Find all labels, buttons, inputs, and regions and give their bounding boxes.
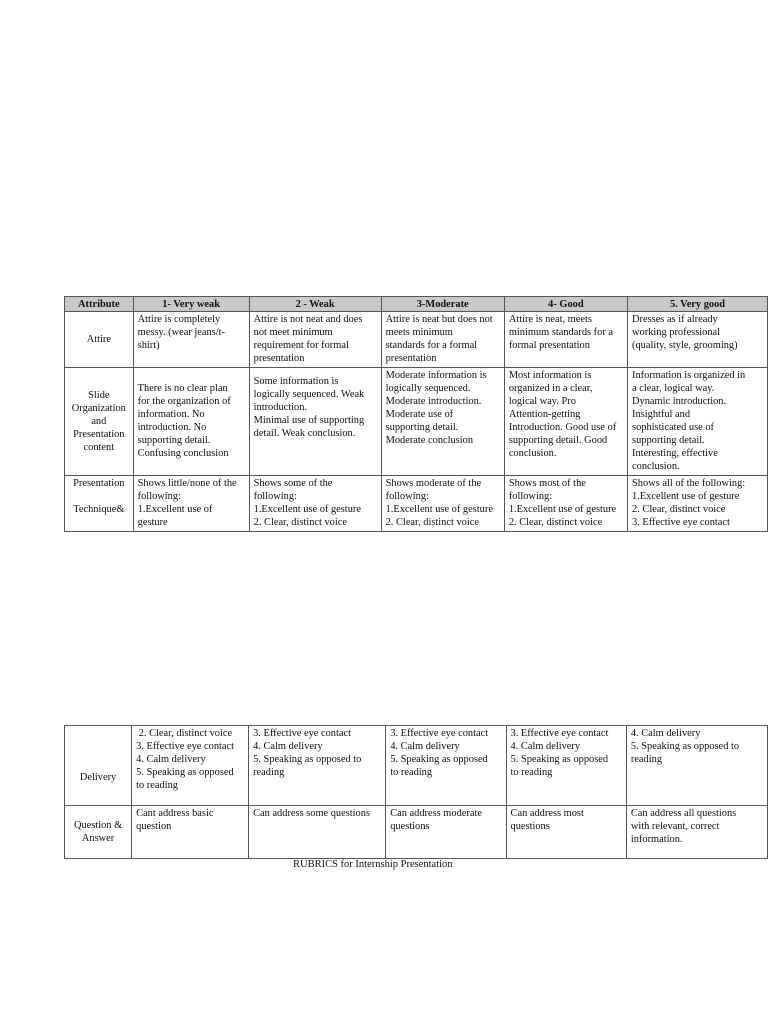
rubric-cell	[133, 476, 249, 532]
header-weak: 2 - Weak	[249, 297, 381, 312]
cell-line: 3. Effective eye contact	[390, 728, 489, 739]
header-very-good: 5. Very good	[628, 297, 768, 312]
cell-line: Moderate use of	[385, 409, 454, 420]
header-row	[65, 297, 768, 312]
rubric-cell	[626, 726, 767, 806]
cell-line: Introduction. Good use of	[508, 422, 617, 433]
rubric-cell	[249, 312, 381, 368]
cell-line: Attire is neat, meets	[508, 314, 592, 325]
cell-line: Dynamic introduction.	[632, 396, 727, 407]
cell-line: Shows most of the	[508, 478, 586, 489]
cell-line: introduction.	[253, 402, 308, 413]
cell-line: 1.Excellent use of	[137, 504, 213, 515]
attribute-text: Delivery	[79, 772, 117, 783]
attribute-text: Slide	[88, 389, 110, 401]
cell-line: 4. Calm delivery	[136, 754, 206, 765]
cell-line: Shows some of the	[253, 478, 333, 489]
cell-line: 1.Excellent use of gesture	[253, 504, 361, 515]
rubric-cell	[381, 476, 504, 532]
cell-line: with relevant, correct	[630, 821, 720, 832]
row-attire	[65, 312, 768, 368]
cell-line: supporting detail.	[385, 422, 459, 433]
attribute-cell	[65, 312, 134, 368]
cell-line: presentation	[253, 353, 305, 364]
cell-line: logically sequenced. Weak	[253, 389, 365, 400]
attribute-text	[69, 490, 129, 503]
cell-line: Attire is not neat and does	[253, 314, 363, 325]
cell-line: not meet minimum	[253, 327, 333, 338]
cell-line: Information is organized in	[632, 370, 746, 381]
cell-line: Attire is completely	[137, 314, 221, 325]
cell-line: introduction. No	[137, 422, 207, 433]
attribute-text: Question &	[73, 819, 123, 831]
rubric-cell	[386, 806, 506, 859]
header-attribute: Attribute	[65, 297, 134, 312]
rubric-table-top	[64, 296, 768, 532]
cell-line: Most information is	[508, 370, 592, 381]
attribute-cell	[65, 368, 134, 476]
rubric-cell	[133, 368, 249, 476]
rubric-cell	[132, 806, 249, 859]
cell-line: organized in a clear,	[508, 383, 593, 394]
rubric-table-bottom	[64, 725, 768, 859]
cell-line: 2. Clear, distinct voice	[136, 728, 233, 739]
cell-line: There is no clear plan	[137, 383, 228, 394]
cell-line: Can address most	[510, 808, 584, 819]
attribute-cell	[65, 476, 134, 532]
cell-line: 2. Clear, distinct voice	[508, 517, 603, 528]
rubric-cell	[628, 476, 768, 532]
cell-line: 3. Effective eye contact	[253, 728, 351, 739]
cell-line: reading	[630, 754, 663, 765]
cell-line: following:	[137, 491, 181, 502]
rubric-cell	[132, 726, 249, 806]
cell-line: gesture	[137, 517, 168, 528]
cell-line: Minimal use of supporting	[253, 415, 365, 426]
cell-line: sophisticated use of	[632, 422, 714, 433]
cell-line: following:	[508, 491, 553, 502]
cell-line: logical way. Pro	[508, 396, 576, 407]
attribute-text: Answer	[81, 832, 115, 844]
attribute-text: Attire	[86, 333, 111, 345]
cell-line: 5. Speaking as opposed to	[630, 741, 740, 752]
cell-line: meets minimum	[385, 327, 453, 338]
row-slide-organization	[65, 368, 768, 476]
cell-line: 3. Effective eye contact	[632, 517, 730, 528]
cell-line: a clear, logical way.	[632, 383, 715, 394]
cell-line: Insightful and	[632, 409, 691, 420]
rubric-cell	[133, 312, 249, 368]
cell-line: standards for a formal	[385, 340, 478, 351]
rubric-caption: RUBRICS for Internship Presentation	[293, 859, 453, 870]
cell-line: to reading	[510, 767, 553, 778]
cell-line: for the organization of	[137, 396, 231, 407]
cell-line: messy. (wear jeans/t-	[137, 327, 225, 338]
cell-line: Moderate introduction.	[385, 396, 482, 407]
rubric-cell	[506, 806, 626, 859]
rubric-cell	[249, 368, 381, 476]
cell-line: 4. Calm delivery	[390, 741, 460, 752]
attribute-text: Presentation	[73, 428, 125, 440]
cell-line: following:	[385, 491, 429, 502]
cell-line: 1.Excellent use of gesture	[508, 504, 617, 515]
cell-line: 2. Clear, distinct voice	[632, 504, 726, 515]
cell-line: 2. Clear, distinct voice	[385, 517, 479, 528]
cell-line: 5. Speaking as opposed to	[253, 754, 362, 765]
rubric-cell	[626, 806, 767, 859]
cell-line: information.	[630, 834, 683, 845]
attribute-text: Presentation	[73, 478, 125, 489]
attribute-cell	[65, 726, 132, 806]
attribute-text: Technique&	[73, 504, 125, 515]
cell-line: Can address all questions	[630, 808, 737, 819]
rubric-cell	[628, 368, 768, 476]
rubric-cell	[249, 806, 386, 859]
cell-line: 3. Effective eye contact	[510, 728, 609, 739]
cell-line: to reading	[136, 780, 178, 791]
cell-line: formal presentation	[508, 340, 590, 351]
header-moderate: 3-Moderate	[381, 297, 504, 312]
cell-line: conclusion.	[632, 461, 680, 472]
attribute-text: content	[83, 441, 115, 453]
rubric-cell	[249, 726, 386, 806]
attribute-cell	[65, 806, 132, 859]
cell-line: following:	[253, 491, 297, 502]
row-presentation-technique	[65, 476, 768, 532]
cell-line: Interesting, effective	[632, 448, 718, 459]
cell-line: 4. Calm delivery	[510, 741, 581, 752]
attribute-text: and	[91, 415, 107, 427]
cell-line: to reading	[390, 767, 433, 778]
cell-line: question	[136, 821, 172, 832]
cell-line: Confusing conclusion	[137, 448, 229, 459]
cell-line: questions	[390, 821, 430, 832]
rubric-cell	[386, 726, 506, 806]
cell-line: presentation	[385, 353, 437, 364]
cell-line: supporting detail. Good	[508, 435, 608, 446]
cell-line: Dresses as if already	[632, 314, 718, 325]
cell-line: 5. Speaking as opposed	[390, 754, 488, 765]
row-delivery	[65, 726, 768, 806]
cell-line: 5. Speaking as opposed	[510, 754, 609, 765]
cell-line: Can address moderate	[390, 808, 482, 819]
cell-line: Some information is	[253, 376, 339, 387]
cell-line: supporting detail.	[632, 435, 705, 446]
cell-line: shirt)	[137, 340, 160, 351]
cell-line: reading	[253, 767, 285, 778]
cell-line: 3. Effective eye contact	[136, 741, 235, 752]
cell-line: (quality, style, grooming)	[632, 340, 738, 351]
cell-line: Shows little/none of the	[137, 478, 237, 489]
cell-line: 1.Excellent use of gesture	[632, 491, 740, 502]
rubric-cell	[381, 312, 504, 368]
row-question-answer	[65, 806, 768, 859]
rubric-cell	[504, 476, 627, 532]
cell-line: 1.Excellent use of gesture	[385, 504, 493, 515]
cell-line: Can address some questions	[253, 808, 370, 819]
rubric-cell	[506, 726, 626, 806]
rubric-cell	[628, 312, 768, 368]
cell-line: conclusion.	[508, 448, 557, 459]
cell-line: Shows all of the following:	[632, 478, 746, 489]
cell-line: detail. Weak conclusion.	[253, 428, 356, 439]
cell-line: minimum standards for a	[508, 327, 613, 338]
cell-line: Moderate information is	[385, 370, 487, 381]
rubric-cell	[249, 476, 381, 532]
header-very-weak: 1- Very weak	[133, 297, 249, 312]
cell-line: requirement for formal	[253, 340, 349, 351]
rubric-cell	[381, 368, 504, 476]
cell-line: 4. Calm delivery	[630, 728, 701, 739]
cell-line: working professional	[632, 327, 721, 338]
cell-line: Attire is neat but does not	[385, 314, 493, 325]
cell-line: 2. Clear, distinct voice	[253, 517, 347, 528]
cell-line: Attention-getting	[508, 409, 581, 420]
cell-line: 5. Speaking as opposed	[136, 767, 234, 778]
header-good: 4- Good	[504, 297, 627, 312]
cell-line: 4. Calm delivery	[253, 741, 323, 752]
cell-line: information. No	[137, 409, 205, 420]
cell-line: Moderate conclusion	[385, 435, 474, 446]
cell-line: Cant address basic	[136, 808, 214, 819]
attribute-text: Organization	[71, 402, 126, 414]
cell-line: logically sequenced.	[385, 383, 471, 394]
cell-line: supporting detail.	[137, 435, 211, 446]
rubric-cell	[504, 312, 627, 368]
cell-line: Shows moderate of the	[385, 478, 482, 489]
rubric-cell	[504, 368, 627, 476]
cell-line: questions	[510, 821, 550, 832]
